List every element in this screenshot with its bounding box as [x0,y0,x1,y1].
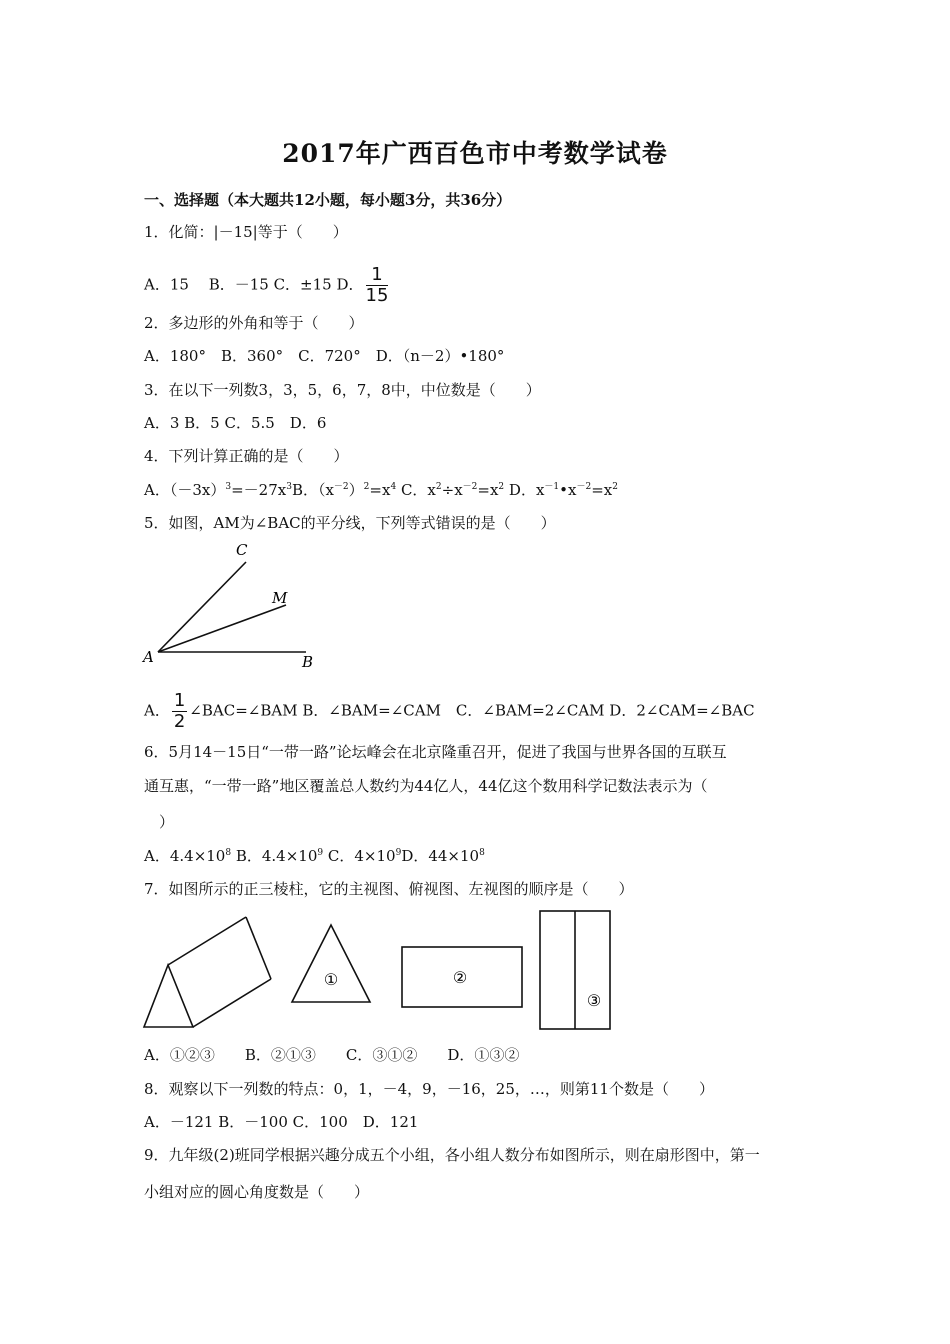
exponent: 4 [390,482,397,492]
question-6-line2: 通互惠，“一带一路”地区覆盖总人数约为44亿人，44亿这个数用科学记数法表示为（ [144,777,708,795]
q4-opt-d-text: •x [559,481,577,499]
question-6-line1: 6．5月14－15日“一带一路”论坛峰会在北京隆重召开，促进了我国与世界各国的互联互 [144,743,727,761]
fraction-denominator: 15 [365,285,389,306]
q4-opt-b: B．（x [291,481,334,499]
exponent: 2 [363,482,370,492]
question-7-options: A．①②③ B．②①③ C．③①② D．①③② [144,1046,520,1064]
section-heading: 一、选择题（本大题共12小题，每小题3分，共36分） [144,191,512,209]
question-1-fraction [366,266,389,305]
label-a: A [143,648,154,666]
prism-front-face [144,965,193,1027]
exponent: －2 [462,482,478,492]
prism-back-edge [246,917,271,979]
question-3-options: A．3 B．5 C．5.5 D．6 [144,414,327,432]
exponent: 9 [395,848,402,858]
fraction-denominator: 2 [173,711,186,732]
q4-opt-c-text: =x [477,481,499,499]
view-2-label: ② [452,968,468,987]
q5-options-rest: ∠BAC=∠BAM B．∠BAM=∠CAM C．∠BAM=2∠CAM D．2∠CAM=∠BAC [189,701,755,720]
view-1-triangle [292,925,370,1002]
q6-opt-d: D．44×10 [401,847,480,865]
q4-opt-a-text: =－27x [231,481,287,499]
question-6-line3: ） [144,813,175,831]
question-9-line2: 小组对应的圆心角度数是（ ） [144,1183,370,1201]
q4-opt-d-text: =x [591,481,613,499]
prism-edge-bottom [193,979,271,1027]
q5-opt-a-prefix: A． [144,701,170,720]
question-1-options [144,266,390,305]
q4-opt-b-text: ） [348,481,364,499]
question-6-options [144,846,485,866]
question-4-options [144,480,618,500]
triangular-prism [144,917,271,1027]
exponent: －2 [333,482,349,492]
label-m: M [272,589,288,607]
exponent: 8 [225,848,232,858]
q4-opt-c-text: ÷x [441,481,463,499]
q6-opt-a: A．4.4×10 [144,847,226,865]
exponent: 2 [435,482,442,492]
question-8-stem: 8．观察以下一列数的特点：0，1，－4，9，－16，25，…，则第11个数是（ ） [144,1080,714,1098]
q4-opt-b-text: =x [369,481,391,499]
view-1-label: ① [323,970,339,989]
exponent: 2 [498,482,505,492]
view-3-label: ③ [586,991,602,1010]
question-2-options: A．180° B．360° C．720° D．（n－2）•180° [144,347,505,365]
question-1-stem: 1．化简：|－15|等于（ ） [144,223,348,241]
q4-opt-a: A．（－3x） [144,481,226,499]
exponent: 3 [286,482,292,492]
prism-edge-top [168,917,246,965]
q6-opt-c: C．4×10 [323,847,396,865]
fraction-numerator: 1 [366,266,389,286]
q4-opt-d: D．x [504,481,545,499]
page-title: 2017年广西百色市中考数学试卷 [282,139,668,168]
ray-am [158,605,286,652]
question-9-line1: 9．九年级(2)班同学根据兴趣分成五个小组，各小组人数分布如图所示，则在扇形图中，第一 [144,1146,760,1164]
fraction-numerator: 1 [173,690,186,711]
ray-ac [158,562,246,652]
angle-bisector-figure [140,540,340,675]
label-c: C [236,541,248,559]
exponent: 8 [479,848,485,858]
q4-opt-c: C．x [396,481,436,499]
question-3-stem: 3．在以下一列数3，3，5，6，7，8中，中位数是（ ） [144,381,541,399]
question-5-options [144,692,755,731]
question-5-fraction [172,692,187,731]
question-5-stem: 5．如图，AM为∠BAC的平分线，下列等式错误的是（ ） [144,514,556,532]
question-8-options: A．－121 B．－100 C．100 D．121 [144,1113,419,1131]
exponent: 3 [225,482,232,492]
prism-views-figure [138,905,628,1035]
exponent: 2 [612,482,618,492]
exponent: －2 [576,482,592,492]
question-7-stem: 7．如图所示的正三棱柱，它的主视图、俯视图、左视图的顺序是（ ） [144,880,634,898]
q6-opt-b: B．4.4×10 [231,847,318,865]
question-1-options-abc: A．15 B．－15 C．±15 D． [144,275,364,294]
question-4-stem: 4．下列计算正确的是（ ） [144,447,349,465]
question-2-stem: 2．多边形的外角和等于（ ） [144,314,364,332]
label-b: B [302,653,314,671]
exponent: －1 [544,482,560,492]
exponent: 9 [317,848,324,858]
